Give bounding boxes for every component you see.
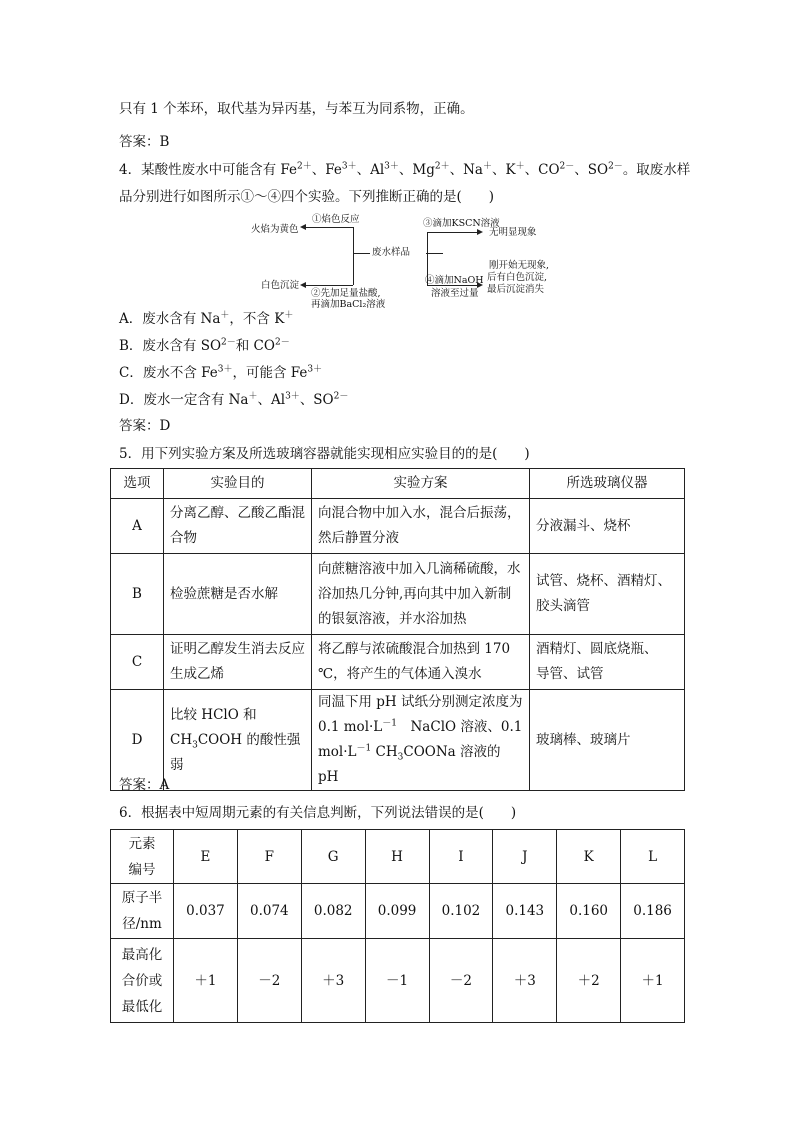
table-row: 最高化 合价或 最低化 ＋1 －2 ＋3 －1 －2 ＋3 ＋2 ＋1 xyxy=(111,939,685,1023)
q4-option-d: D．废水一定含有 Na＋、$Al^{3+}$、$SO^{2-}$ xyxy=(119,391,349,408)
res1-label: 火焰为黄色 xyxy=(251,224,299,235)
q5-table xyxy=(110,468,685,791)
table-row: B 检验蔗糖是否水解 向蔗糖溶液中加入几滴稀硫酸，水 浴加热几分钟,再向其中加入新制 的银氨溶液，并水浴加热 试管、烧杯、酒精灯、 胶头滴管 xyxy=(111,554,685,635)
exp2-label-b: 再滴加BaCl₂溶液 xyxy=(311,299,386,310)
res4-label-b: 后有白色沉淀, xyxy=(487,272,548,283)
answer-3: 答案：B xyxy=(119,134,170,150)
diagram-center: 废水样品 xyxy=(372,247,411,258)
q5-stem: 5．用下列实验方案及所选玻璃容器就能实现相应实验目的的是( ) xyxy=(119,446,530,462)
intro-text: 只有 1 个苯环，取代基为异丙基，与苯互为同系物，正确。 xyxy=(119,101,474,117)
q5-header-option: 选项 xyxy=(111,469,164,499)
res3-label: 无明显现象 xyxy=(489,227,537,238)
q6-table xyxy=(110,829,685,1023)
q5-header-goal: 实验目的 xyxy=(164,469,312,499)
exp4-label-a: ④滴加NaOH xyxy=(425,275,484,286)
q5-header-plan: 实验方案 xyxy=(312,469,530,499)
res2-label: 白色沉淀 xyxy=(261,280,300,291)
res4-label-a: 刚开始无现象, xyxy=(489,260,550,271)
q6-stem: 6．根据表中短周期元素的有关信息判断，下列说法错误的是( ) xyxy=(119,805,517,821)
q4-stem-line1: 4．某酸性废水中可能含有 $Fe^{2+}$、$Fe^{3+}$、$Al^{3+}$、$Mg^{2+}$、Na＋、K＋、$CO^{2-}$、$SO^{2-}$。取废水样 xyxy=(119,161,691,178)
table-row: 原子半 径/nm 0.037 0.074 0.082 0.099 0.102 0.143 0.160 0.186 xyxy=(111,884,685,939)
res4-label-c: 最后沉淀消失 xyxy=(487,284,545,295)
exp1-label: ①焰色反应 xyxy=(312,214,360,225)
table-row: 元素 编号 E F G H I J K L xyxy=(111,830,685,884)
exp4-label-b: 溶液至过量 xyxy=(431,288,479,299)
experiment-diagram xyxy=(245,210,565,310)
table-row: A 分离乙醇、乙酸乙酯混 合物 向混合物中加入水，混合后振荡， 然后静置分液 分液漏斗、烧杯 xyxy=(111,499,685,554)
q4-answer: 答案：D xyxy=(119,418,171,434)
q4-option-b: B．废水含有 $SO^{2-}$和 $CO^{2-}$ xyxy=(119,337,290,354)
q4-option-a: A．废水含有 Na＋，不含 K＋ xyxy=(119,310,294,327)
q5-header-tools: 所选玻璃仪器 xyxy=(530,469,685,499)
q4-stem-line2: 品分别进行如图所示①～④四个实验。下列推断正确的是( ) xyxy=(119,189,495,205)
q5-answer: 答案：A xyxy=(119,777,170,793)
table-row: D 比较 HClO 和 $CH_3COOH$ 的酸性强弱 同温下用 pH 试纸分别测定浓度为 0.1 $mol\cdot L^{-1}$ NaClO 溶液、0.1 $mol\cdot L^{-1}$ $CH_3COONa$ 溶液的 pH 玻璃棒、玻璃片 xyxy=(111,690,685,791)
exp3-label: ③滴加KSCN溶液 xyxy=(423,218,500,229)
exp2-label-a: ②先加足量盐酸, xyxy=(311,288,381,299)
q4-option-c: C．废水不含 $Fe^{3+}$，可能含 $Fe^{3+}$ xyxy=(119,364,323,381)
table-row: C 证明乙醇发生消去反应 生成乙烯 将乙醇与浓硫酸混合加热到 170 ℃，将产生的气体通入溴水 酒精灯、圆底烧瓶、 导管、试管 xyxy=(111,635,685,690)
